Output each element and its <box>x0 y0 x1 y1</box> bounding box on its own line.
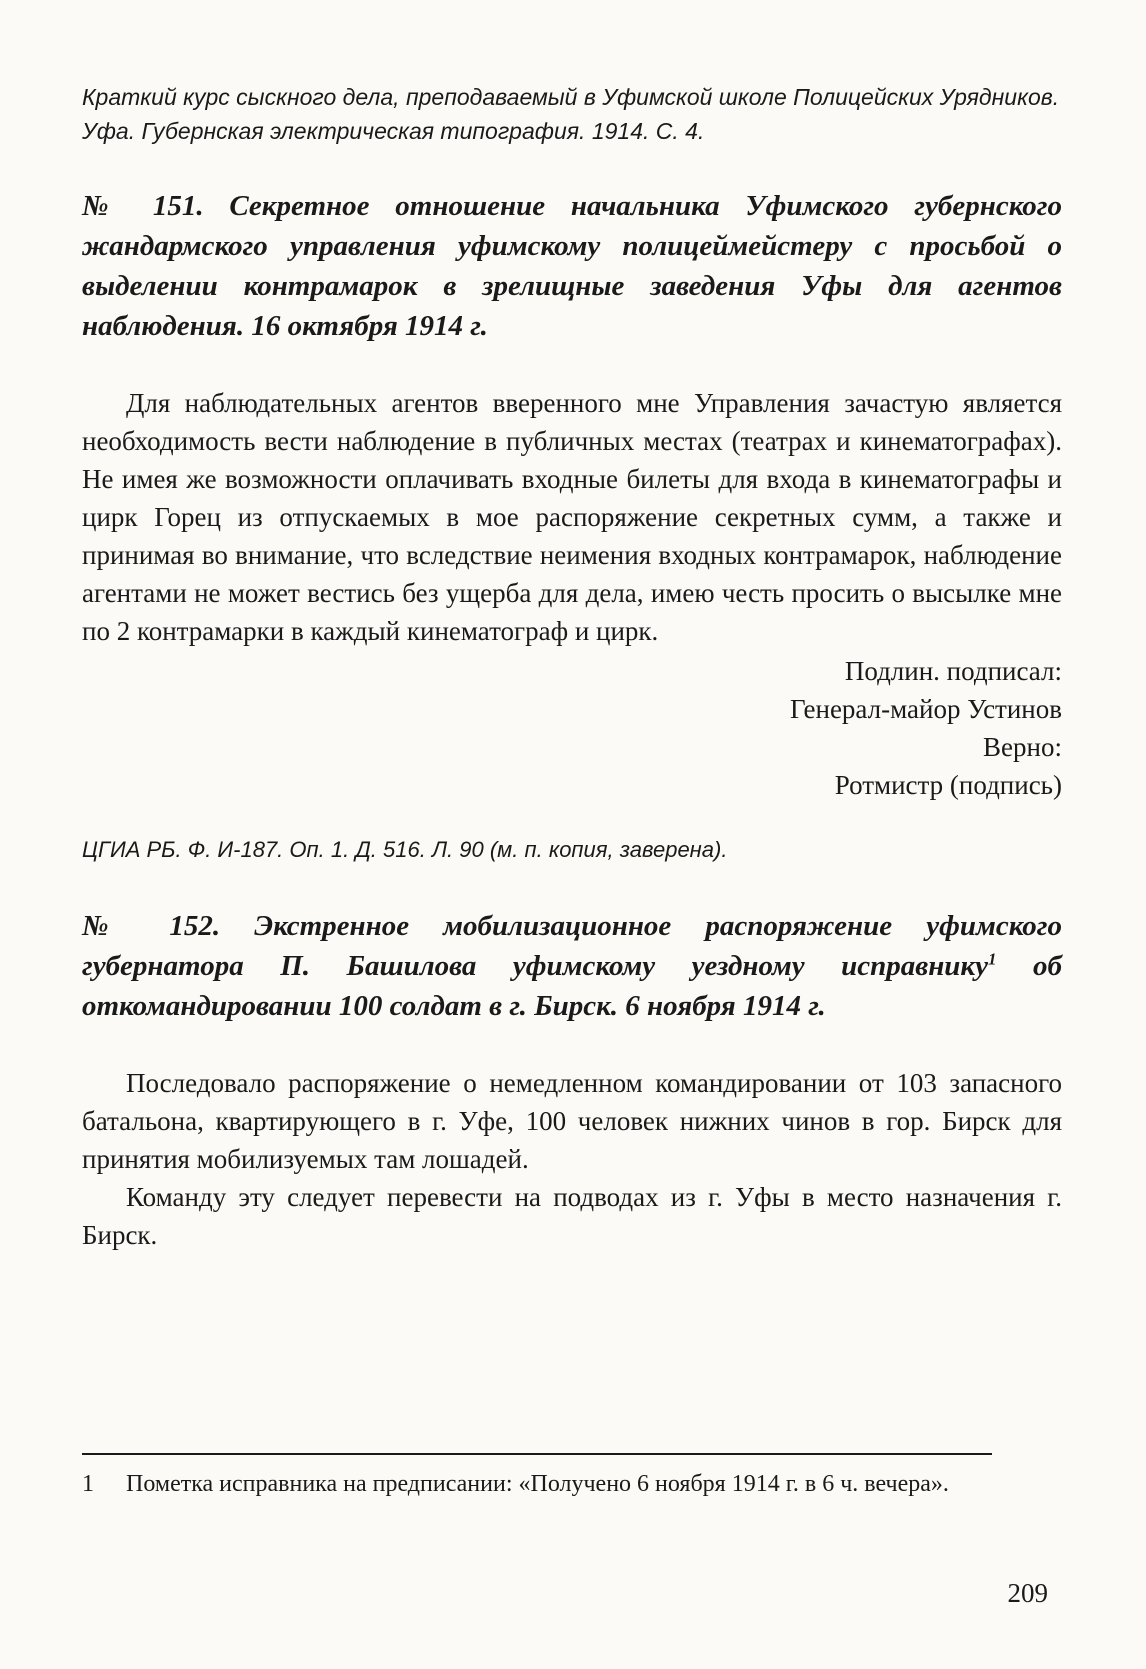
footnote-marker: 1 <box>988 949 997 969</box>
footnote-number: 1 <box>82 1471 94 1497</box>
document-151-body: Для наблюдательных агентов вверенного мне Управления зачастую является необходимость вести наблюдение в публичных местах (театрах и кинематографах). Не имея же возможности оплачивать входные билеты для входа в кинематографы и цирк Горец из отпускаемых в мое распоряжение секретных сумм, а также и принимая во внимание, что вследствие неимения входных контрамарок, наблюдение агентами не может вестись без ущерба для дела, имею честь просить о высылке мне по 2 контрамарки в каждый кинематограф и цирк. <box>82 388 1062 646</box>
page-content <box>82 80 1062 1254</box>
document-152-title <box>82 906 1062 1026</box>
document-152-body-paragraph: Последовало распоряжение о немедленном командировании от 103 запасного батальона, квартирующего в г. Уфе, 100 человек нижних чинов в гор. Бирск для принятия мобилизуемых там лошадей. <box>82 1068 1062 1174</box>
document-151-archive-reference: ЦГИА РБ. Ф. И-187. Оп. 1. Д. 516. Л. 90 (м. п. копия, заверена). <box>82 837 728 862</box>
document-152-title-rest: об откомандировании 100 солдат в г. Бирск. 6 ноября 1914 г. <box>82 950 1062 1022</box>
page-number: 209 <box>1007 1578 1048 1608</box>
source-reference: Краткий курс сыскного дела, преподаваемый в Уфимской школе Полицейских Урядников. Уфа. Губернская электрическая типография. 1914. С. 4. <box>82 84 1060 144</box>
document-152-body-paragraph: Команду эту следует перевести на подводах из г. Уфы в место назначения г. Бирск. <box>82 1182 1062 1250</box>
signature-line: Ротмистр (подпись) <box>834 770 1062 800</box>
document-151-title: № 151. Секретное отношение начальника Уфимского губернского жандармского управления уфимскому полицеймейстеру с просьбой о выделении контрамарок в зрелищные заведения Уфы для агентов наблюдения. 16 октября 1914 г. <box>82 190 1062 342</box>
signature-line: Верно: <box>983 732 1062 762</box>
document-151-signature <box>82 652 1062 804</box>
signature-line: Генерал-майор Устинов <box>789 694 1062 724</box>
footnote-text: Пометка исправника на предписании: «Получено 6 ноября 1914 г. в 6 ч. вечера». <box>126 1471 949 1497</box>
footnote <box>82 1468 1062 1501</box>
signature-line: Подлин. подписал: <box>844 656 1062 686</box>
footnote-divider <box>82 1453 992 1455</box>
document-152-title-main: № 152. Экстренное мобилизационное распоряжение уфимского губернатора П. Башилова уфимскому уездному исправнику <box>82 910 1062 982</box>
